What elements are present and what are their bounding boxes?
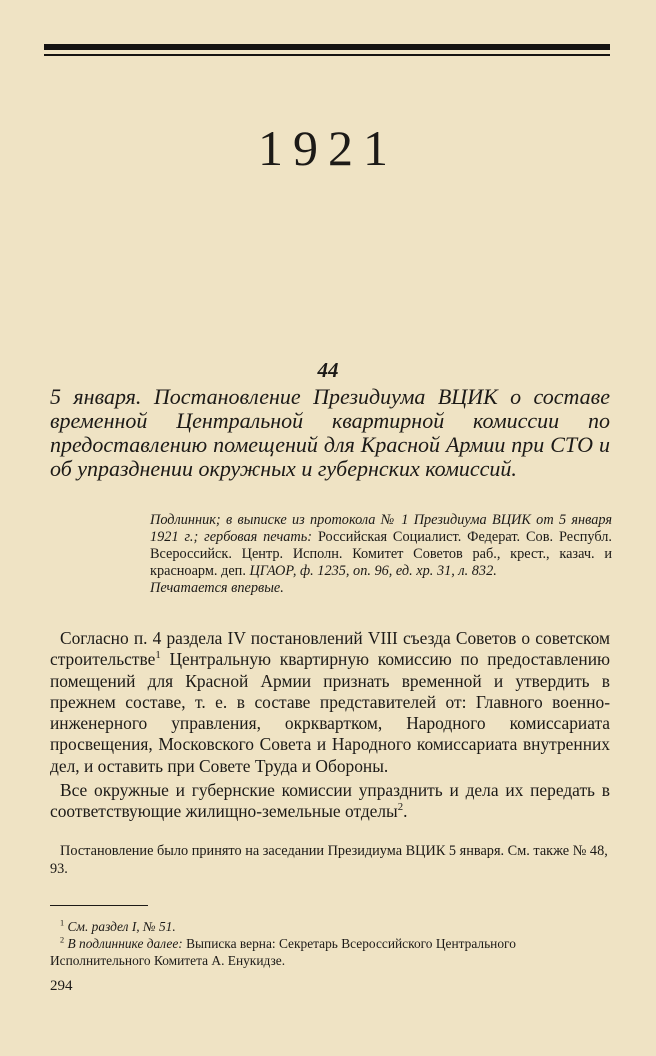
page-number: 294	[50, 978, 73, 994]
footnote-1-text: См. раздел I, № 51.	[64, 919, 176, 934]
footnote-2-italic: В подлиннике далее:	[64, 936, 183, 951]
editorial-note: Постановление было принято на заседании Президиума ВЦИК 5 января. См. также № 48, 93.	[50, 843, 608, 877]
footnotes	[50, 918, 610, 969]
source-note	[150, 512, 612, 597]
body-paragraph-1	[50, 628, 610, 777]
seal-text: Российская Социалист. Федерат. Сов. Республ. Всероссийск. Центр. Исполн. Комитет Советов раб., крест., казач. и красноарм. деп.	[150, 529, 612, 579]
footnote-ref-1: 1	[155, 649, 161, 662]
body-paragraph-2	[50, 780, 610, 823]
body-paragraph-1-text-b: Центральную квартирную комиссию по предоставлению помещений для Красной Армии признать временной и утвердить в прежнем составе, т. е. в составе представителей от: Главного военно-инженерного управления, окрквартком, Народного комиссариата просвещения, Московского Совета и Народного комиссариата внутренних дел, и оставить при Совете Труда и Обороны.	[50, 649, 610, 776]
document-body	[50, 628, 610, 823]
body-paragraph-2-text-a: Все окружные и губернские комиссии упразднить и дела их передать в соответствующие жилищно-земельные отделы	[50, 780, 610, 822]
body-paragraph-2-text-b: .	[403, 801, 408, 822]
footnote-2-mark: 2	[60, 935, 65, 945]
header-thin-rule	[44, 54, 610, 56]
footnote-ref-2: 2	[397, 801, 404, 814]
publication-note: Печатается впервые.	[150, 580, 284, 596]
header-thick-rule	[44, 44, 610, 50]
year-title: 1921	[258, 120, 398, 176]
footnote-1-mark: 1	[60, 918, 65, 928]
footnote-divider	[50, 905, 148, 906]
document-number: 44	[317, 358, 339, 382]
source-origin: Подлинник; в выписке из протокола № 1 Президиума ВЦИК от 5 января 1921 г.; гербовая печать:	[150, 512, 612, 545]
footnote-2-text: Выписка верна: Секретарь Всероссийского Центрального Исполнительного Комитета А. Енукидзе.	[50, 936, 516, 968]
archive-reference: ЦГАОР, ф. 1235, оп. 96, ед. хр. 31, л. 832.	[249, 563, 497, 579]
footnote-1	[50, 918, 610, 935]
body-paragraph-1-text-a: Согласно п. 4 раздела IV постановлений VIII съезда Советов о советском строительстве	[50, 628, 610, 670]
footnote-2	[50, 935, 610, 969]
document-heading: 5 января. Постановление Президиума ВЦИК о составе временной Центральной квартирной комиссии по предоставлению помещений для Красной Армии при СТО и об упразднении окружных и губернских комиссий.	[50, 384, 610, 481]
